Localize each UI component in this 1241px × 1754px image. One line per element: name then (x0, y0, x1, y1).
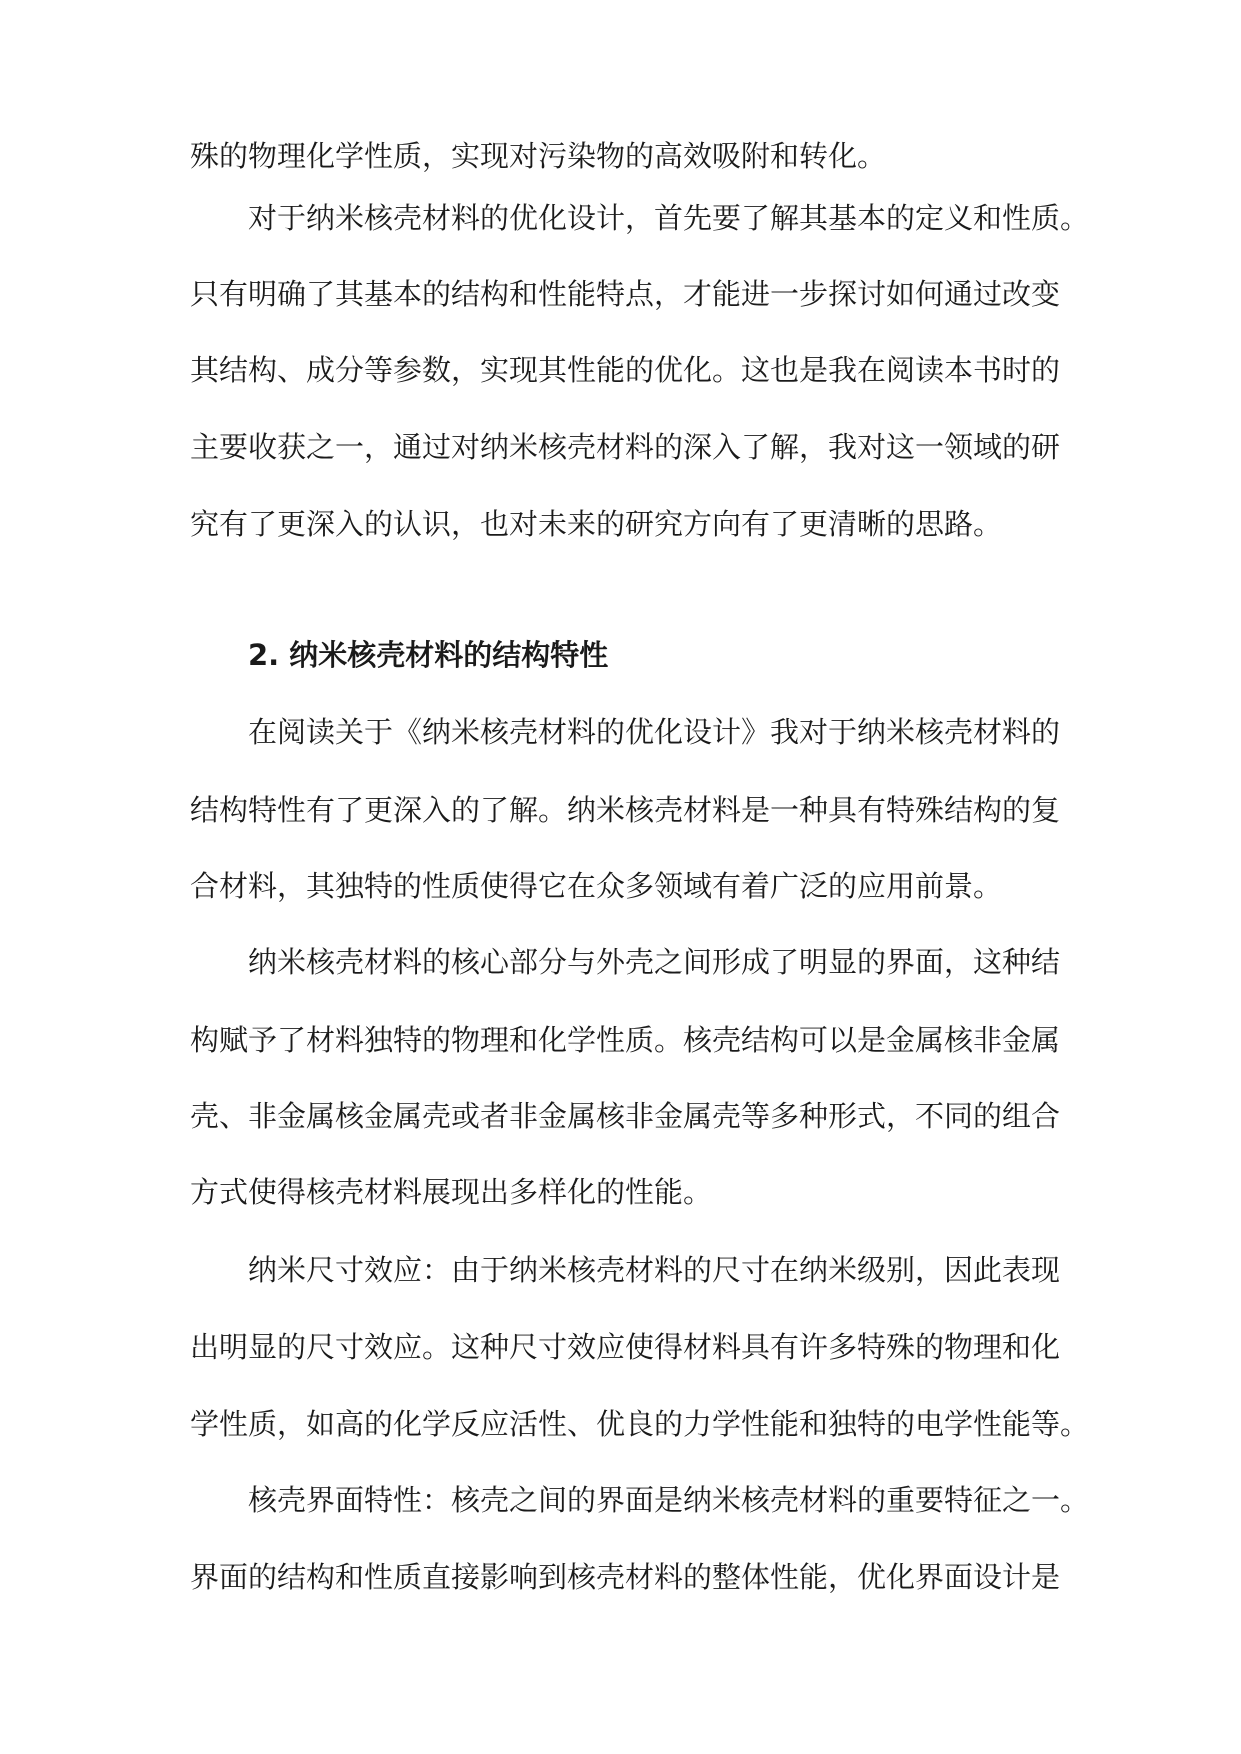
text-line: 只有明确了其基本的结构和性能特点，才能进一步探讨如何通过改变 (190, 277, 1061, 311)
text-line: 学性质，如高的化学反应活性、优良的力学性能和独特的电学性能等。 (190, 1407, 1090, 1441)
text-line: 结构特性有了更深入的了解。纳米核壳材料是一种具有特殊结构的复 (190, 793, 1061, 827)
text-line: 壳、非金属核金属壳或者非金属核非金属壳等多种形式，不同的组合 (190, 1099, 1061, 1133)
text-line: 核壳界面特性：核壳之间的界面是纳米核壳材料的重要特征之一。 (248, 1483, 1090, 1517)
text-line: 究有了更深入的认识，也对未来的研究方向有了更清晰的思路。 (190, 507, 1003, 541)
text-line: 殊的物理化学性质，实现对污染物的高效吸附和转化。 (190, 139, 887, 173)
text-line: 主要收获之一，通过对纳米核壳材料的深入了解，我对这一领域的研 (190, 430, 1061, 464)
section-heading: 2. 纳米核壳材料的结构特性 (248, 638, 609, 672)
text-line: 方式使得核壳材料展现出多样化的性能。 (190, 1175, 713, 1209)
text-line: 纳米核壳材料的核心部分与外壳之间形成了明显的界面，这种结 (248, 945, 1061, 979)
text-line: 纳米尺寸效应：由于纳米核壳材料的尺寸在纳米级别，因此表现 (248, 1253, 1061, 1287)
text-line: 构赋予了材料独特的物理和化学性质。核壳结构可以是金属核非金属 (190, 1023, 1061, 1057)
text-line: 对于纳米核壳材料的优化设计，首先要了解其基本的定义和性质。 (248, 201, 1090, 235)
text-line: 出明显的尺寸效应。这种尺寸效应使得材料具有许多特殊的物理和化 (190, 1330, 1061, 1364)
text-line: 界面的结构和性质直接影响到核壳材料的整体性能，优化界面设计是 (190, 1560, 1061, 1594)
text-line: 在阅读关于《纳米核壳材料的优化设计》我对于纳米核壳材料的 (248, 715, 1061, 749)
text-line: 其结构、成分等参数，实现其性能的优化。这也是我在阅读本书时的 (190, 353, 1061, 387)
text-line: 合材料，其独特的性质使得它在众多领域有着广泛的应用前景。 (190, 869, 1003, 903)
